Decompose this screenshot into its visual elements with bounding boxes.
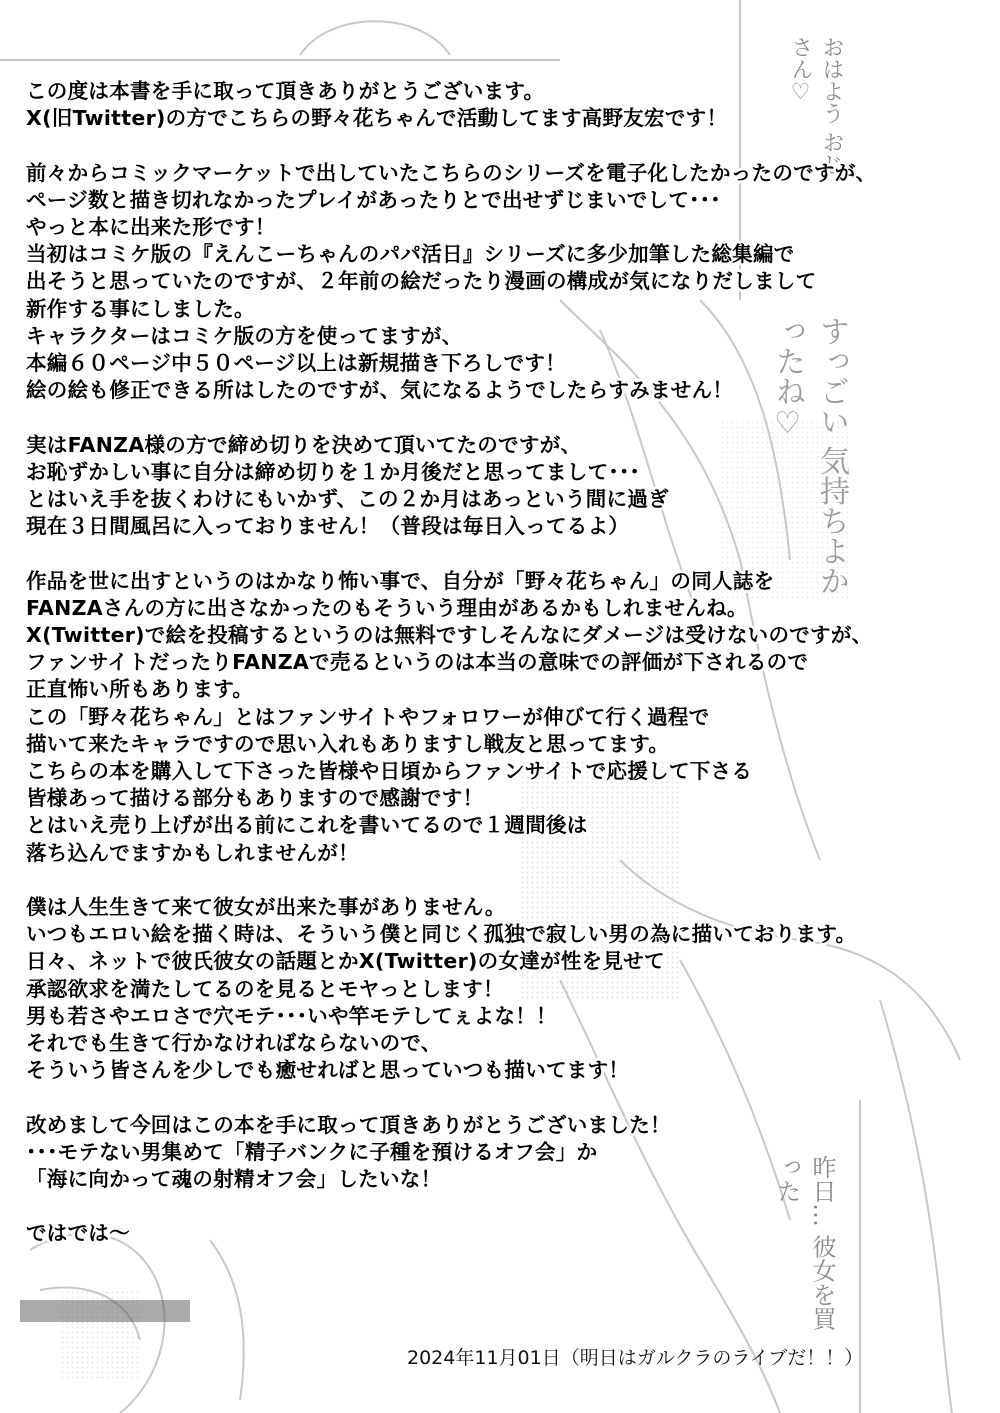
text-line: とはいえ売り上げが出る前にこれを書いてるので１週間後は xyxy=(26,813,588,838)
text-line: キャラクターはコミケ版の方を使ってますが、 xyxy=(26,323,463,348)
text-line: お恥ずかしい事に自分は締め切りを１か月後だと思ってまして･･･ xyxy=(26,459,641,484)
paragraph-gap xyxy=(26,1193,986,1220)
text-line: 「海に向かって魂の射精オフ会」したいな！ xyxy=(26,1167,442,1192)
text-line: 皆様あって描ける部分もありますので感謝です！ xyxy=(26,786,484,811)
text-line: 僕は人生生きて来て彼女が出来た事がありません。 xyxy=(26,895,506,920)
text-line: 前々からコミックマーケットで出していたこちらのシリーズを電子化したかったのですが、 xyxy=(26,160,877,185)
text-line: 現在３日間風呂に入っておりません！（普段は毎日入ってるよ） xyxy=(26,514,630,539)
text-line: 絵の絵も修正できる所はしたのですが、気になるようでしたらすみません！ xyxy=(26,378,734,403)
text-line: 男も若さやエロさで穴モテ･･･いや竿モテしてぇよな！！ xyxy=(26,1003,557,1028)
text-line: 出そうと思っていたのですが、２年前の絵だったり漫画の構成が気になりだしまして xyxy=(26,269,817,294)
text-line: X(Twitter)で絵を投稿するというのは無料ですしそんなにダメージは受けないのですが、 xyxy=(26,623,873,648)
text-line: X(旧Twitter)の方でこちらの野々花ちゃんで活動してます高野友宏です！ xyxy=(26,106,728,131)
text-line: 改めまして今回はこの本を手に取って頂きありがとうございました！ xyxy=(26,1112,671,1137)
text-line: ファンサイトだったりFANZAで売るというのは本当の意味での評価が下されるので xyxy=(26,650,809,675)
text-line: 新作する事にしました。 xyxy=(26,296,255,321)
text-line: いつもエロい絵を描く時は、そういう僕と同じく孤独で寂しい男の為に描いております。 xyxy=(26,922,857,947)
text-line: それでも生きて行かなければならないので、 xyxy=(26,1031,442,1056)
text-line: 実はFANZA様の方で締め切りを決めて頂いてたのですが、 xyxy=(26,432,582,457)
speech-bubble-yesterday: 昨日… 彼女を買った xyxy=(773,1155,836,1331)
text-line: 承認欲求を満たしてるのを見るとモヤっとします！ xyxy=(26,976,504,1001)
text-line: こちらの本を購入して下さった皆様や日頃からファンサイトで応援して下さる xyxy=(26,759,753,784)
text-line: やっと本に出来た形です！ xyxy=(26,215,276,239)
date-line: 2024年11月01日（明日はガルクラのライブだ！！） xyxy=(407,1347,864,1369)
afterword-text xyxy=(26,78,986,1248)
paragraph-gap xyxy=(26,540,986,567)
text-line: 日々、ネットで彼氏彼女の話題とかX(Twitter)の女達が性を見せて xyxy=(26,949,665,974)
paragraph-gap xyxy=(26,1084,986,1111)
text-line: ページ数と描き切れなかったプレイがあったりとで出せずじまいでして･･･ xyxy=(26,187,721,212)
text-line: FANZAさんの方に出さなかったのもそういう理由があるかもしれませんね。 xyxy=(26,595,748,620)
paragraph-gap xyxy=(26,404,986,431)
text-line: この度は本書を手に取って頂きありがとうございます。 xyxy=(26,79,545,103)
speech-bubble-feels-good: すっごい 気持ちよかったね♡ xyxy=(770,316,849,596)
text-line: 正直怖い所もあります。 xyxy=(26,677,254,702)
text-line: とはいえ手を抜くわけにもいかず、この２か月はあっという間に過ぎ xyxy=(26,487,669,512)
speech-bubble-morning: おはよう おじさん♡ xyxy=(788,36,844,175)
text-line: 当初はコミケ版の『えんこーちゃんのパパ活日』シリーズに多少加筆した総集編で xyxy=(26,242,795,267)
text-line: そういう皆さんを少しでも癒せればと思っていつも描いてます！ xyxy=(26,1058,630,1083)
paragraph-gap xyxy=(26,867,986,894)
paragraph-gap xyxy=(26,132,986,159)
text-line: 本編６０ページ中５０ページ以上は新規描き下ろしです！ xyxy=(26,351,566,376)
text-line: ではでは〜 xyxy=(26,1221,130,1246)
text-line: 描いて来たキャラですので思い入れもありますし戦友と思ってます。 xyxy=(26,731,670,756)
text-line: この「野々花ちゃん」とはファンサイトやフォロワーが伸びて行く過程で xyxy=(26,704,710,729)
text-line: ･･･モテない男集めて「精子バンクに子種を預けるオフ会」か xyxy=(26,1139,598,1164)
text-line: 作品を世に出すというのはかなり怖い事で、自分が「野々花ちゃん」の同人誌を xyxy=(26,568,775,593)
text-line: 落ち込んでますかもしれませんが！ xyxy=(26,840,359,865)
